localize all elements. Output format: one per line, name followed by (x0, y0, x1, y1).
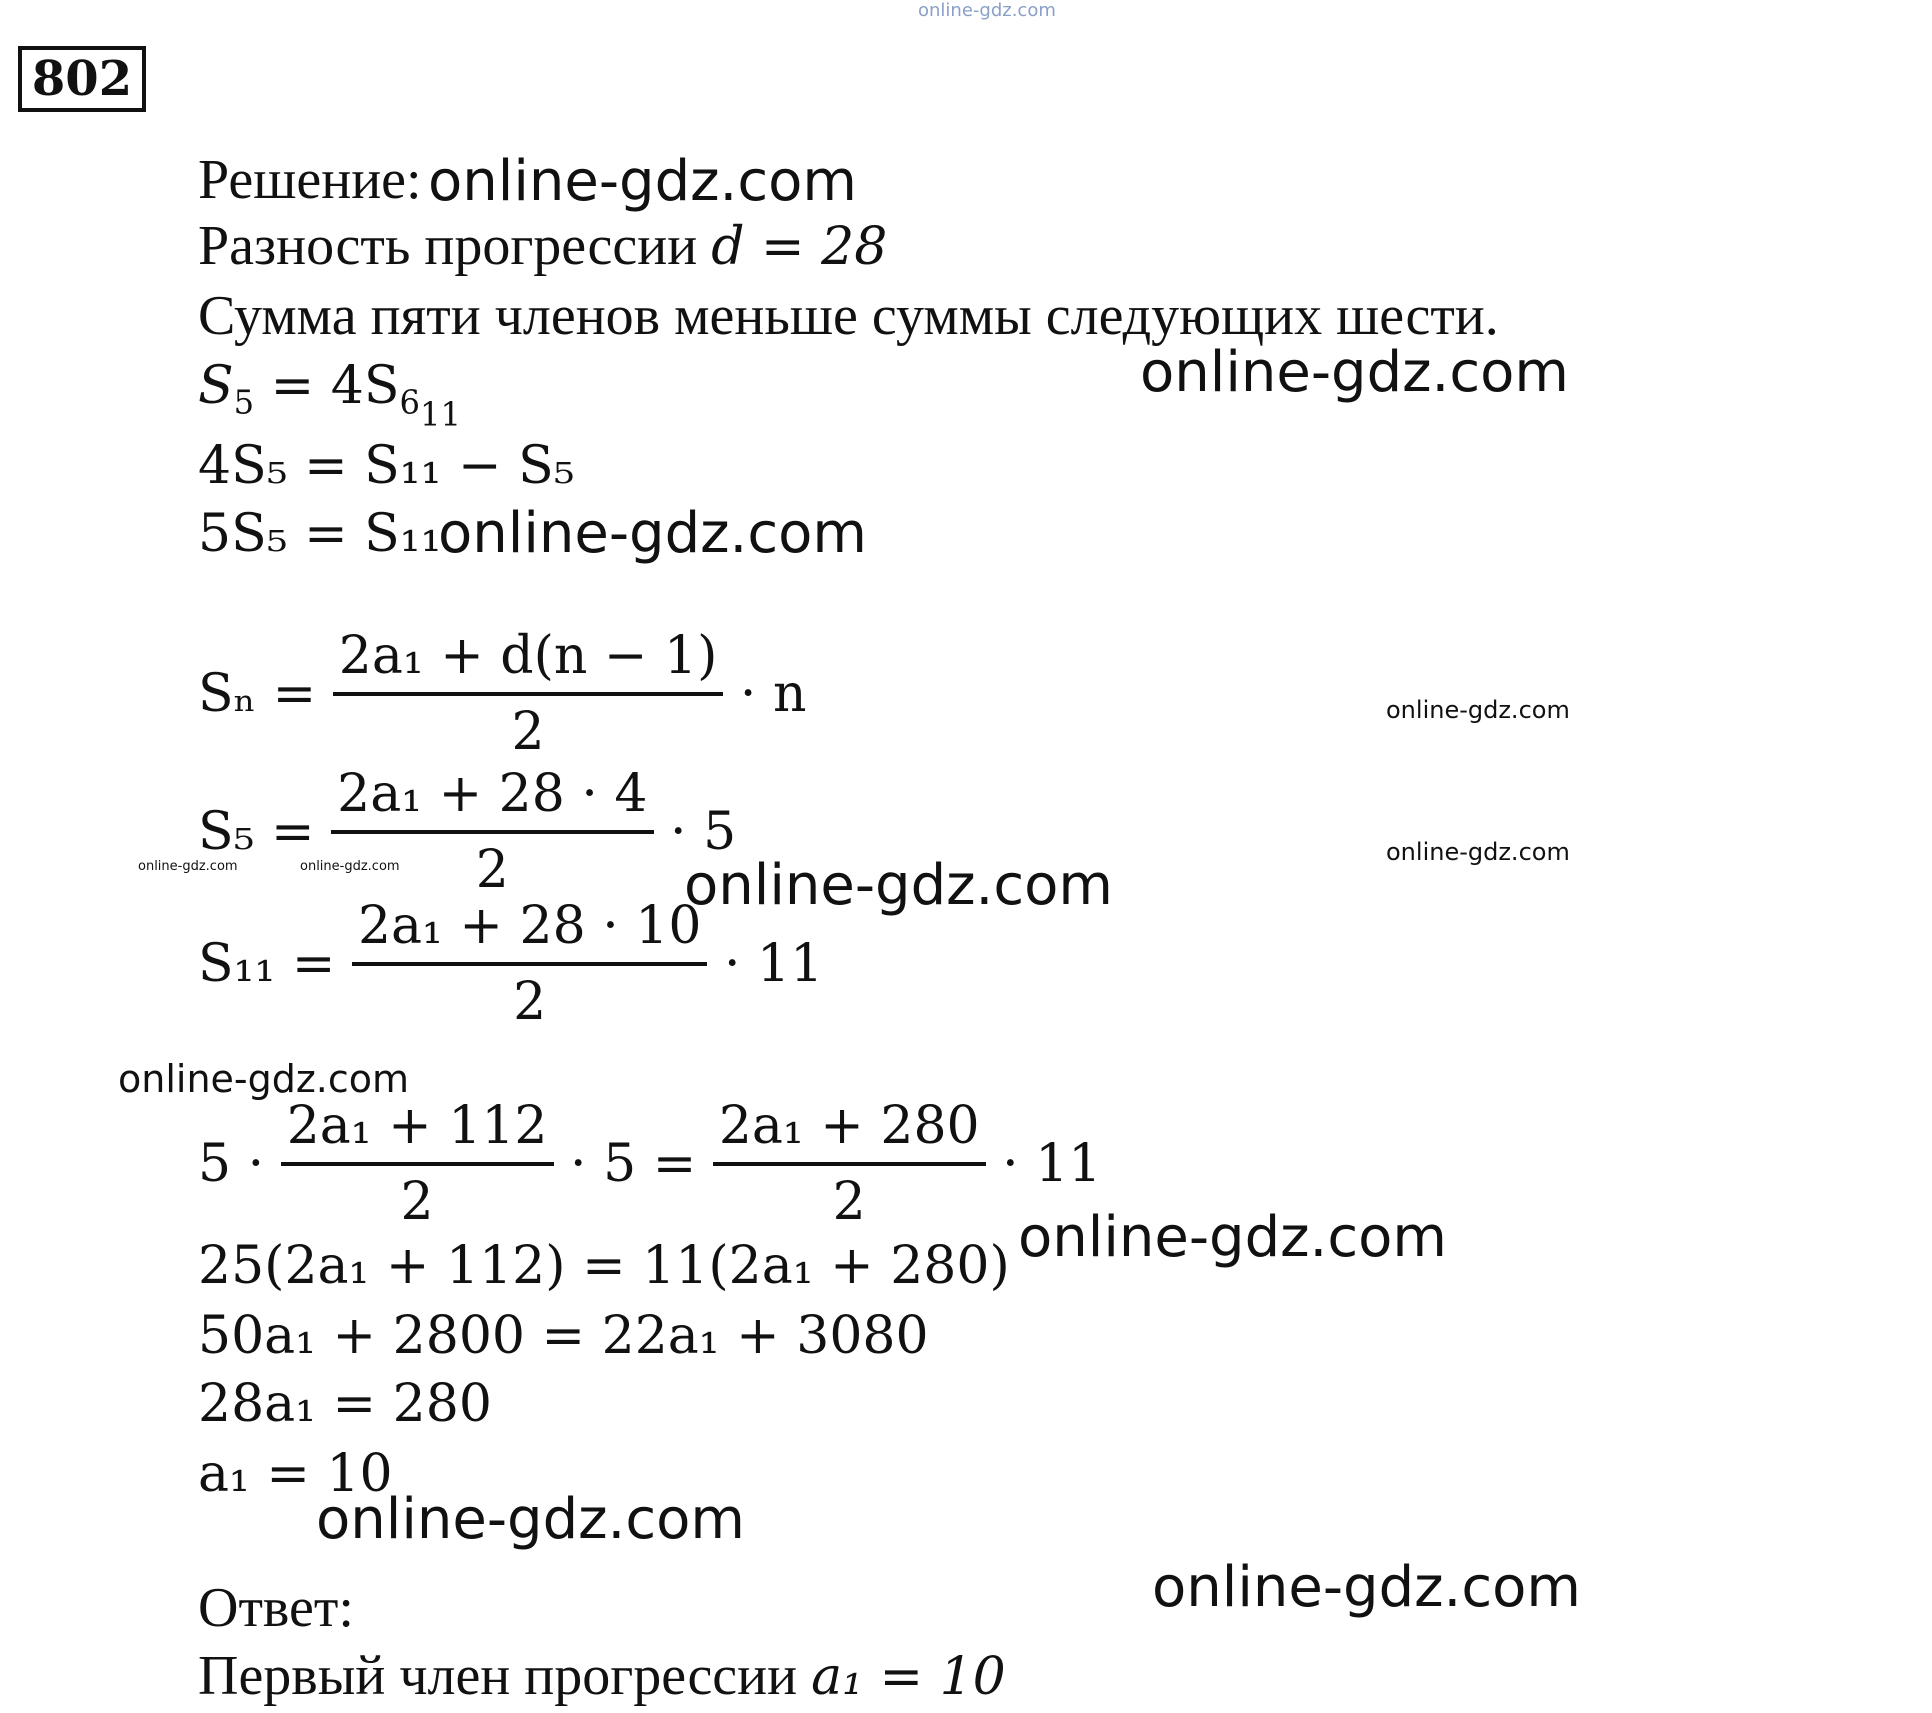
big-denominator-2: 2 (713, 1162, 986, 1228)
big-mid: · 5 = (570, 1134, 697, 1194)
s5-lhs: S₅ = (198, 802, 315, 862)
eq1-sub: 5 (233, 383, 255, 422)
watermark-11: online-gdz.com (316, 1487, 745, 1552)
top-watermark: online-gdz.com (918, 0, 1056, 21)
equation-3: 5S₅ = S₁₁ (198, 504, 442, 564)
general-formula (198, 626, 807, 762)
answer-text: Первый член прогрессии (198, 1645, 798, 1707)
watermark-12: online-gdz.com (1152, 1555, 1581, 1620)
watermark-6: online-gdz.com (138, 859, 238, 874)
s5-tail: · 5 (670, 802, 737, 862)
watermark-10: online-gdz.com (1018, 1205, 1447, 1270)
s11-formula (198, 896, 824, 1032)
s5-formula (198, 764, 737, 900)
sum-statement: Сумма пяти членов меньше суммы следующих шести. (198, 285, 1499, 347)
step-2: 50a₁ + 2800 = 22a₁ + 3080 (198, 1306, 929, 1366)
s5-denominator: 2 (331, 830, 653, 896)
eq1-s: S (198, 356, 234, 416)
step-1: 25(2a₁ + 112) = 11(2a₁ + 280) (198, 1236, 1010, 1296)
big-numerator-2: 2a₁ + 280 (718, 1096, 980, 1156)
watermark-4: online-gdz.com (1386, 696, 1570, 724)
watermark-9: online-gdz.com (118, 1057, 410, 1101)
big-fraction-1 (281, 1096, 554, 1232)
general-fraction (333, 626, 724, 762)
eq1-sub3: 11 (420, 395, 462, 434)
watermark-5: online-gdz.com (1386, 838, 1570, 866)
general-lhs: Sₙ = (198, 664, 317, 724)
s5-fraction (331, 764, 653, 900)
s5-numerator: 2a₁ + 28 · 4 (337, 764, 648, 824)
difference-label: Разность прогрессии (198, 215, 698, 277)
answer-label: Ответ: (198, 1577, 354, 1639)
equation-1 (198, 356, 462, 434)
big-tail: · 11 (1002, 1134, 1102, 1194)
s11-lhs: S₁₁ = (198, 934, 336, 994)
big-denominator-1: 2 (281, 1162, 554, 1228)
s11-numerator: 2a₁ + 28 · 10 (357, 896, 702, 956)
big-pre: 5 · (198, 1134, 265, 1194)
watermark-3: online-gdz.com (438, 501, 867, 566)
general-tail: · n (739, 664, 807, 724)
big-numerator-1: 2a₁ + 112 (286, 1096, 548, 1156)
watermark-7: online-gdz.com (300, 859, 400, 874)
answer-value: a₁ = 10 (811, 1647, 1006, 1707)
eq1-mid: = 4S (254, 356, 400, 416)
eq1-sub2: 6 (399, 383, 420, 422)
watermark-1: online-gdz.com (428, 149, 857, 214)
difference-value: d = 28 (711, 217, 888, 277)
general-numerator: 2a₁ + d(n − 1) (338, 626, 718, 686)
equation-2: 4S₅ = S₁₁ − S₅ (198, 436, 575, 496)
general-denominator: 2 (333, 692, 724, 758)
step-3: 28a₁ = 280 (198, 1374, 492, 1434)
answer-line (198, 1645, 1006, 1707)
s11-fraction (352, 896, 707, 1032)
big-fraction-2 (713, 1096, 986, 1232)
solution-heading: Решение: (198, 149, 422, 211)
s11-tail: · 11 (723, 934, 824, 994)
s11-denominator: 2 (352, 962, 707, 1028)
watermark-2: online-gdz.com (1140, 340, 1569, 405)
combined-equation (198, 1096, 1102, 1232)
difference-line (198, 215, 888, 277)
step-4: a₁ = 10 (198, 1444, 393, 1504)
watermark-8: online-gdz.com (684, 853, 1113, 918)
problem-number: 802 (18, 46, 146, 112)
